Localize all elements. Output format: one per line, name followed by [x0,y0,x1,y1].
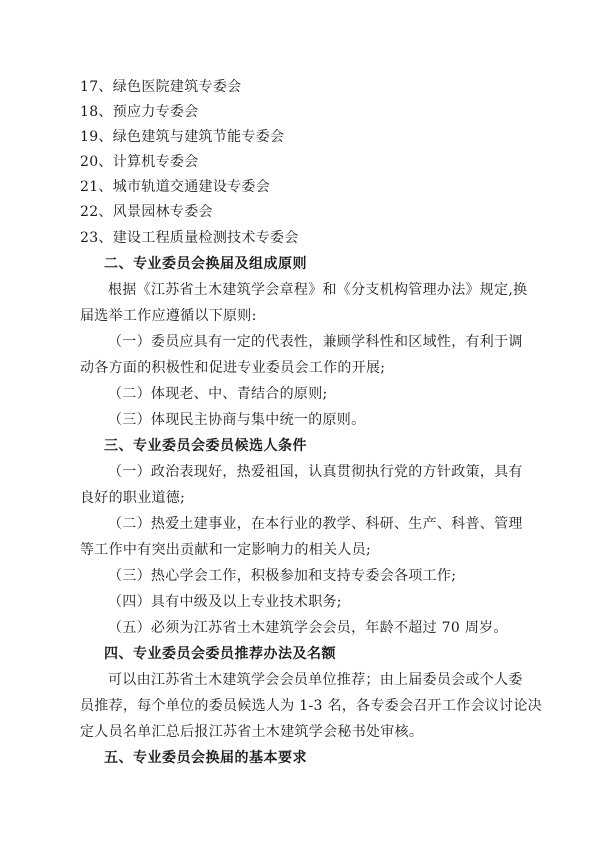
section4-line2: 员推荐，每个单位的委员候选人为 1-3 名，各专委会召开工作会议讨论决 [80,698,542,714]
principle-1-line1: （一）委员应具有一定的代表性，兼顾学科性和区域性，有利于调 [108,334,523,350]
condition-2-line2: 等工作中有突出贡献和一定影响力的相关人员; [80,542,372,558]
condition-5: （五）必须为江苏省土木建筑学会会员，年龄不超过 70 周岁。 [108,620,508,636]
condition-1-line2: 良好的职业道德; [80,490,186,506]
principle-3: （三）体现民主协商与集中统一的原则。 [108,412,366,428]
condition-2-line1: （二）热爱土建事业，在本行业的教学、科研、生产、科普、管理 [108,516,523,532]
section2-intro-line1: 根据《江苏省土木建筑学会章程》和《分支机构管理办法》规定,换 [108,282,528,298]
list-item-18: 18、预应力专委会 [80,104,199,120]
section-heading-5: 五、专业委员会换届的基本要求 [104,750,307,766]
list-item-17: 17、绿色医院建筑专委会 [80,79,242,95]
condition-1-line1: （一）政治表现好，热爱祖国，认真贯彻执行党的方针政策，具有 [108,464,523,480]
list-item-21: 21、城市轨道交通建设专委会 [80,179,271,195]
condition-4: （四）具有中级及以上专业技术职务; [108,594,342,610]
section4-line1: 可以由江苏省土木建筑学会会员单位推荐；由上届委员会或个人委 [108,672,523,688]
principle-2: （二）体现老、中、青结合的原则; [108,386,328,402]
section-heading-4: 四、专业委员会委员推荐办法及名额 [104,646,336,662]
section2-intro-line2: 届选举工作应遵循以下原则: [80,308,257,324]
section4-line3: 定人员名单汇总后报江苏省土木建筑学会秘书处审核。 [80,724,424,740]
list-item-23: 23、建设工程质量检测技术专委会 [80,230,299,246]
list-item-22: 22、风景园林专委会 [80,204,213,220]
condition-3: （三）热心学会工作，积极参加和支持专委会各项工作; [108,568,457,584]
list-item-19: 19、绿色建筑与建筑节能专委会 [80,129,285,145]
section-heading-2: 二、专业委员会换届及组成原则 [104,256,307,272]
principle-1-line2: 动各方面的积极性和促进专业委员会工作的开展; [80,360,386,376]
list-item-20: 20、计算机专委会 [80,154,199,170]
section-heading-3: 三、专业委员会委员候选人条件 [104,438,307,454]
